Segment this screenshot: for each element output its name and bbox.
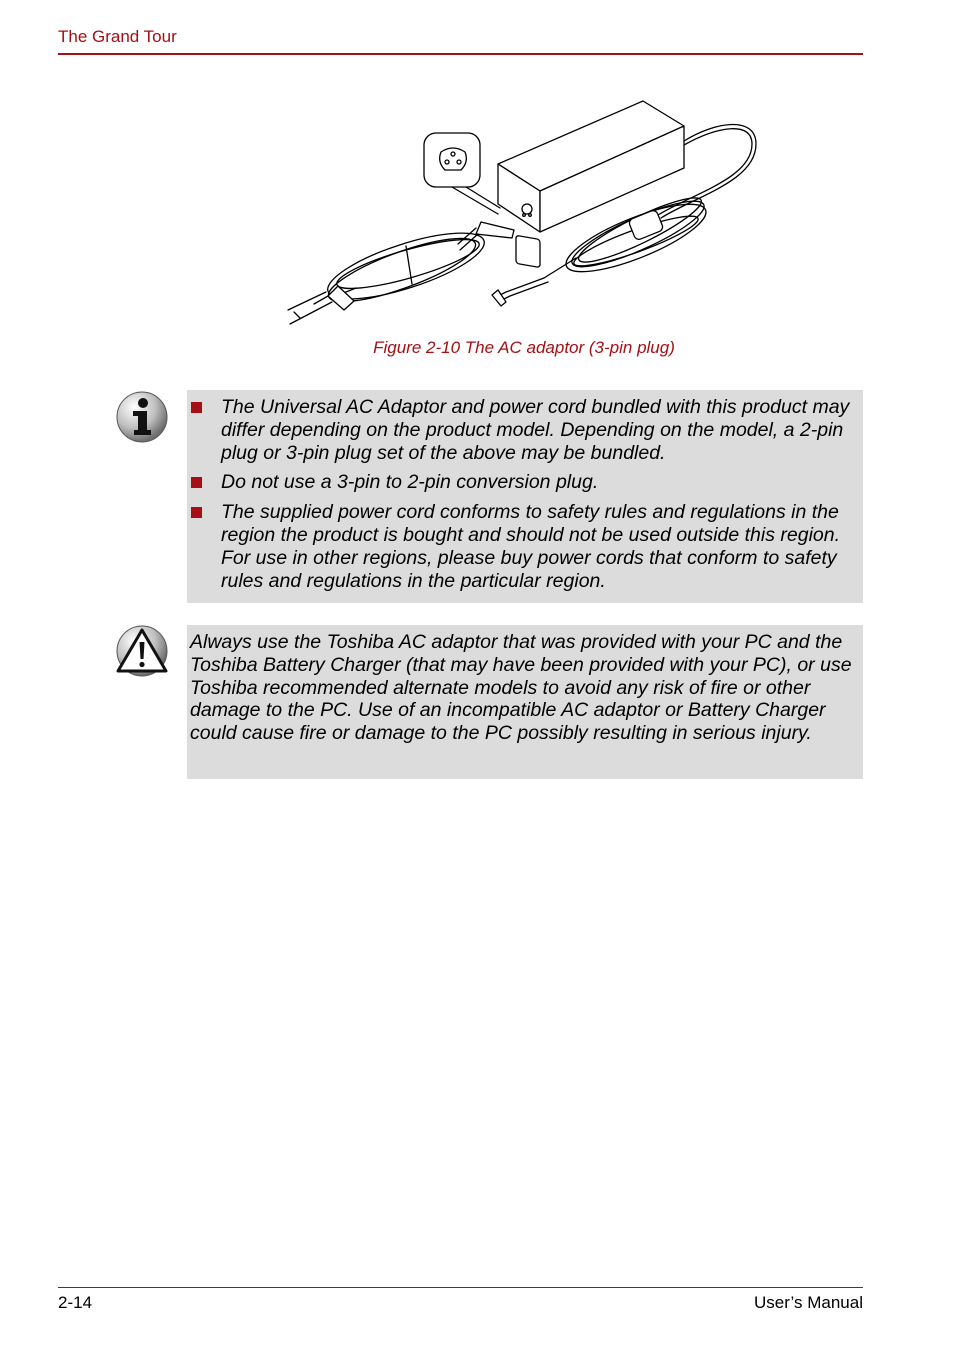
ac-adaptor-illustration <box>276 96 766 338</box>
bullet-square-icon <box>191 477 202 488</box>
list-item-text: Do not use a 3-pin to 2-pin conversion plug. <box>221 471 599 494</box>
info-note <box>187 390 863 603</box>
callout-inlet <box>424 133 500 214</box>
figure-caption: Figure 2-10 The AC adaptor (3-pin plug) <box>373 338 675 357</box>
list-item <box>187 471 855 494</box>
list-item-text: The Universal AC Adaptor and power cord bundled with this product may differ depending on the product model. Depending on the model, a 2-pin plug or 3-pin plug set of the above may be bundled. <box>221 396 850 464</box>
list-item <box>187 396 855 464</box>
list-item-text: The supplied power cord conforms to safety rules and regulations in the region the product is bought and should not be used outside this region. For use in other regions, please buy power cords that conform to safety rules and regulations in the particular region. <box>221 501 841 592</box>
header-rule <box>58 53 863 55</box>
info-note-list <box>187 396 855 592</box>
bullet-square-icon <box>191 507 202 518</box>
page-number: 2-14 <box>58 1293 93 1312</box>
bullet-square-icon <box>191 402 202 413</box>
manual-name: User’s Manual <box>754 1293 863 1312</box>
footer-rule <box>58 1287 863 1288</box>
warning-note <box>187 625 863 779</box>
warning-text: Always use the Toshiba AC adaptor that was provided with your PC and the Toshiba Battery Charger (that may have been provided with your PC), or use Toshiba recommended alternate models to avoid any risk of fire or other damage to the PC. Use of an incompatible AC adaptor or Battery Charger could cause fire or damage to the PC possibly resulting in serious injury. <box>190 631 852 745</box>
info-icon <box>114 389 170 445</box>
list-item <box>187 501 855 592</box>
warning-icon <box>114 623 170 679</box>
running-header: The Grand Tour <box>58 27 177 46</box>
